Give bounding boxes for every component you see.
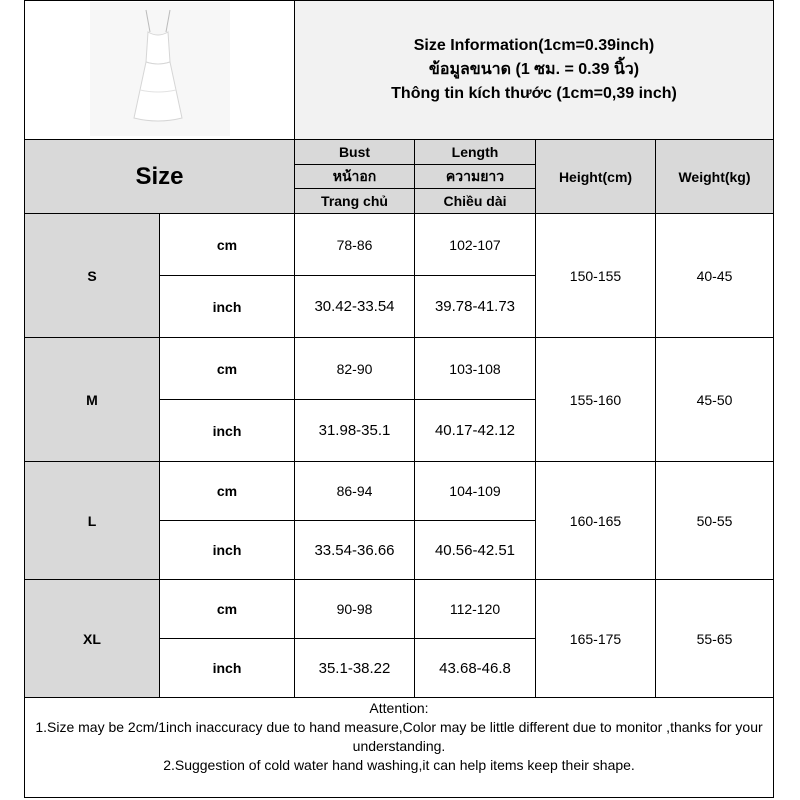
size-label-m: M bbox=[24, 337, 160, 462]
bust-cm-s: 78-86 bbox=[294, 213, 415, 276]
bust-inch-m: 31.98-35.1 bbox=[294, 399, 415, 462]
weight-s: 40-45 bbox=[655, 213, 774, 338]
attention-note-2: 2.Suggestion of cold water hand washing,it can help items keep their shape. bbox=[163, 757, 635, 773]
height-m: 155-160 bbox=[535, 337, 656, 462]
weight-m: 45-50 bbox=[655, 337, 774, 462]
title-english: Size Information(1cm=0.39inch) bbox=[413, 37, 655, 54]
length-header-vi: Chiều dài bbox=[414, 188, 536, 214]
unit-inch: inch bbox=[159, 275, 295, 338]
title-vietnamese: Thông tin kích thước (1cm=0,39 inch) bbox=[391, 85, 677, 102]
length-cm-m: 103-108 bbox=[414, 337, 536, 400]
size-header: Size bbox=[24, 139, 295, 214]
unit-cm: cm bbox=[159, 337, 295, 400]
height-header: Height(cm) bbox=[535, 139, 656, 214]
bust-cm-xl: 90-98 bbox=[294, 579, 415, 639]
attention-note-1: 1.Size may be 2cm/1inch inaccuracy due to hand measure,Color may be little different due to monitor ,thanks for your understanding. bbox=[35, 719, 763, 754]
size-label-l: L bbox=[24, 461, 160, 580]
white-dress-icon bbox=[90, 2, 230, 136]
bust-header-vi: Trang chủ bbox=[294, 188, 415, 214]
bust-header-en: Bust bbox=[294, 139, 415, 165]
bust-cm-m: 82-90 bbox=[294, 337, 415, 400]
height-xl: 165-175 bbox=[535, 579, 656, 698]
unit-inch: inch bbox=[159, 520, 295, 580]
size-label-s: S bbox=[24, 213, 160, 338]
bust-inch-xl: 35.1-38.22 bbox=[294, 638, 415, 698]
size-label-xl: XL bbox=[24, 579, 160, 698]
unit-cm: cm bbox=[159, 213, 295, 276]
weight-xl: 55-65 bbox=[655, 579, 774, 698]
unit-cm: cm bbox=[159, 461, 295, 521]
size-chart bbox=[24, 0, 774, 798]
unit-inch: inch bbox=[159, 399, 295, 462]
bust-header-th: หน้าอก bbox=[294, 164, 415, 189]
title-thai: ข้อมูลขนาด (1 ซม. = 0.39 นิ้ว) bbox=[428, 61, 640, 78]
unit-inch: inch bbox=[159, 638, 295, 698]
length-inch-l: 40.56-42.51 bbox=[414, 520, 536, 580]
title-block bbox=[294, 0, 774, 140]
bust-inch-l: 33.54-36.66 bbox=[294, 520, 415, 580]
product-image bbox=[90, 2, 230, 136]
bust-cm-l: 86-94 bbox=[294, 461, 415, 521]
length-header-en: Length bbox=[414, 139, 536, 165]
length-cm-s: 102-107 bbox=[414, 213, 536, 276]
attention-notes bbox=[24, 697, 774, 798]
length-cm-l: 104-109 bbox=[414, 461, 536, 521]
height-s: 150-155 bbox=[535, 213, 656, 338]
weight-l: 50-55 bbox=[655, 461, 774, 580]
height-l: 160-165 bbox=[535, 461, 656, 580]
length-header-th: ความยาว bbox=[414, 164, 536, 189]
length-inch-xl: 43.68-46.8 bbox=[414, 638, 536, 698]
unit-cm: cm bbox=[159, 579, 295, 639]
weight-header: Weight(kg) bbox=[655, 139, 774, 214]
length-inch-m: 40.17-42.12 bbox=[414, 399, 536, 462]
bust-inch-s: 30.42-33.54 bbox=[294, 275, 415, 338]
attention-heading: Attention: bbox=[369, 700, 429, 716]
length-inch-s: 39.78-41.73 bbox=[414, 275, 536, 338]
length-cm-xl: 112-120 bbox=[414, 579, 536, 639]
